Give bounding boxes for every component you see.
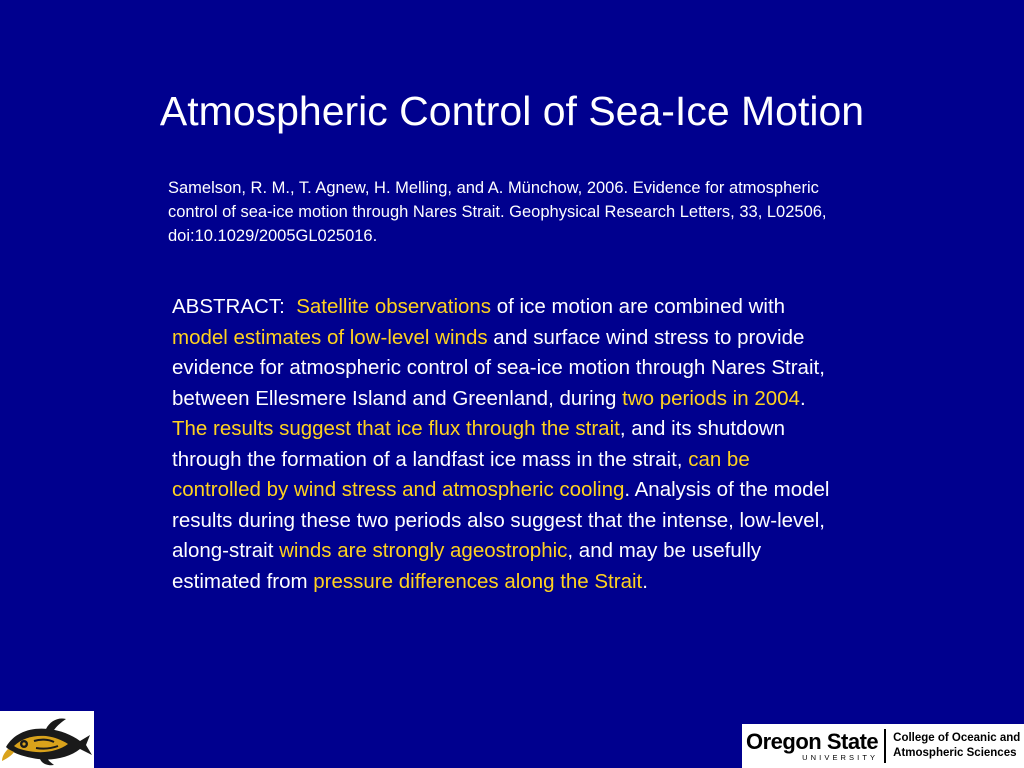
abstract-segment: winds are strongly ageostrophic	[279, 539, 568, 562]
abstract-paragraph	[172, 292, 836, 597]
abstract-segment: .	[642, 569, 648, 593]
abstract-label: ABSTRACT:	[172, 295, 285, 318]
abstract-segment: of ice motion are combined with	[491, 295, 786, 318]
osu-university: UNIVERSITY	[802, 752, 879, 762]
fish-logo	[0, 711, 94, 768]
abstract-segment: pressure differences along the Strait	[313, 569, 643, 593]
abstract-segment: . Analysis of the model results during these two periods also suggest that the intense, low-level, along-strait	[172, 478, 830, 562]
college-name	[886, 731, 1020, 761]
abstract-segment: , and its shutdown through the formation of a landfast ice mass in the strait,	[172, 417, 786, 471]
college-line-1: College of Oceanic and	[893, 732, 1021, 744]
abstract-segment: Satellite observations	[296, 295, 492, 318]
osu-name: Oregon State	[746, 728, 879, 754]
fish-logo-icon	[0, 711, 94, 768]
abstract-segment: model estimates of low-level winds	[172, 325, 488, 349]
abstract-segment: , and may be usefully estimated from	[172, 539, 762, 593]
abstract-segment: can be controlled by wind stress and atmospheric cooling	[172, 447, 750, 501]
citation-text: Samelson, R. M., T. Agnew, H. Melling, and A. Münchow, 2006. Evidence for atmospheric control of sea-ice motion through Nares Strait. Geophysical Research Letters, 33, L02506, doi:10.1029/2005GL025016.	[168, 179, 827, 245]
abstract-segment: .	[799, 386, 806, 410]
abstract-segment: The results suggest that ice flux through the strait	[172, 417, 620, 440]
osu-college-logo	[742, 724, 1024, 768]
college-line-2: Atmospheric Sciences	[893, 747, 1017, 759]
slide-title: Atmospheric Control of Sea-Ice Motion	[159, 88, 865, 134]
abstract-segment: and surface wind stress to provide evidence for atmospheric control of sea-ice motion through Nares Strait, between Ellesmere Island and Greenland, during	[172, 325, 825, 410]
abstract-segment: two periods in 2004	[622, 386, 800, 410]
osu-wordmark	[746, 729, 886, 763]
